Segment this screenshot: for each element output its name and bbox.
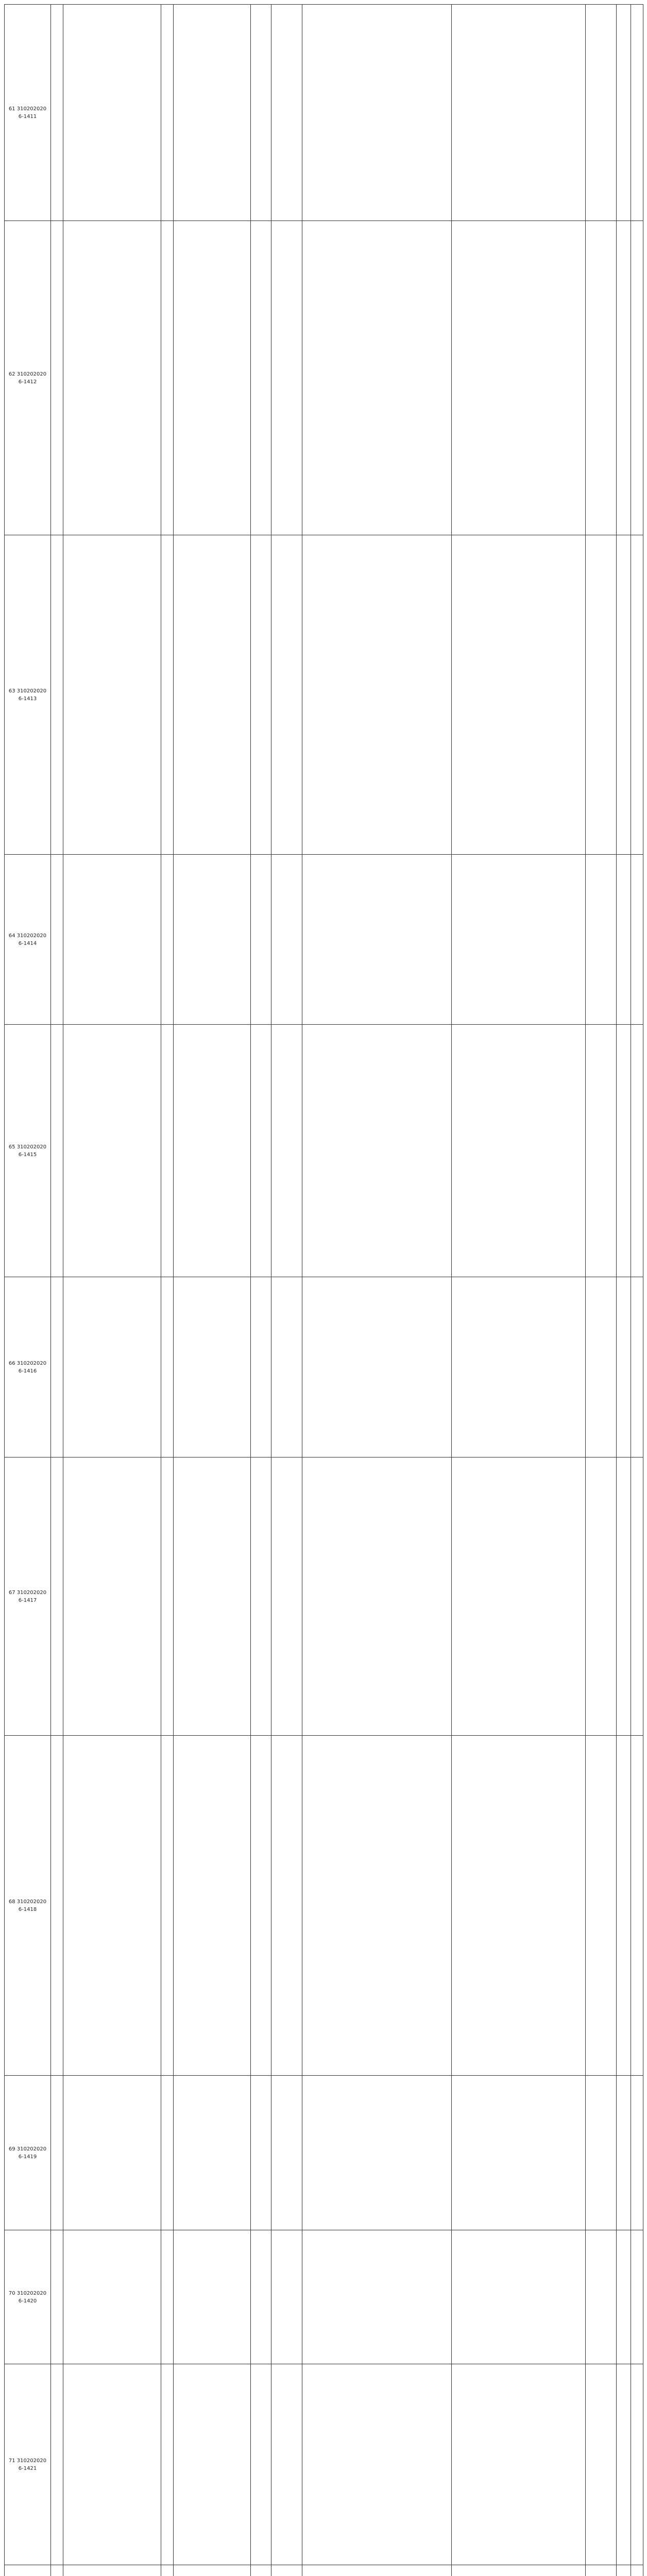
row-accountability (452, 5, 586, 221)
table-row (5, 1458, 643, 1736)
row-accountability (452, 855, 586, 1025)
row-district (51, 1025, 63, 1277)
row-handling (302, 221, 452, 535)
row-status (251, 2364, 271, 2565)
row-district (51, 5, 63, 221)
row-extra (586, 2565, 617, 2576)
row-flag (617, 2565, 631, 2576)
row-finding (174, 2230, 251, 2364)
row-status (251, 1277, 271, 1458)
row-status (251, 1025, 271, 1277)
row-extra (586, 1736, 617, 2076)
row-complaint (63, 855, 161, 1025)
row-handling (302, 2076, 452, 2230)
row-status (251, 2076, 271, 2230)
table-body (5, 5, 643, 2576)
row-respondent (161, 2364, 174, 2565)
table-row (5, 1025, 643, 1277)
row-flag (617, 1458, 631, 1736)
row-district (51, 2364, 63, 2565)
row-finding (174, 5, 251, 221)
row-respondent (161, 2565, 174, 2576)
row-complaint (63, 535, 161, 855)
row-extra (586, 2364, 617, 2565)
row-note (631, 855, 643, 1025)
row-handling (302, 1736, 452, 2076)
row-status (251, 1458, 271, 1736)
row-respondent (161, 221, 174, 535)
row-complaint (63, 221, 161, 535)
row-id-code: 67 3102020206-1417 (5, 1458, 51, 1736)
row-unit (271, 1025, 302, 1277)
row-accountability (452, 1277, 586, 1458)
row-finding (174, 2364, 251, 2565)
row-finding (174, 855, 251, 1025)
row-accountability (452, 535, 586, 855)
row-accountability (452, 1736, 586, 2076)
row-accountability (452, 2230, 586, 2364)
row-respondent (161, 1025, 174, 1277)
row-complaint (63, 1736, 161, 2076)
row-extra (586, 1458, 617, 1736)
row-district (51, 535, 63, 855)
row-note (631, 2230, 643, 2364)
row-unit (271, 2565, 302, 2576)
row-id-code: 62 3102020206-1412 (5, 221, 51, 535)
row-respondent (161, 5, 174, 221)
row-status (251, 1736, 271, 2076)
row-unit (271, 1736, 302, 2076)
row-extra (586, 1025, 617, 1277)
row-unit (271, 535, 302, 855)
row-extra (586, 221, 617, 535)
row-district (51, 1736, 63, 2076)
row-complaint (63, 2364, 161, 2565)
row-note (631, 221, 643, 535)
table-row (5, 2230, 643, 2364)
row-flag (617, 221, 631, 535)
row-status (251, 2565, 271, 2576)
table-row (5, 855, 643, 1025)
row-finding (174, 221, 251, 535)
row-accountability (452, 2565, 586, 2576)
row-handling (302, 5, 452, 221)
row-accountability (452, 221, 586, 535)
row-handling (302, 2565, 452, 2576)
row-unit (271, 855, 302, 1025)
row-flag (617, 2364, 631, 2565)
row-handling (302, 855, 452, 1025)
row-id-code (5, 2565, 51, 2576)
row-extra (586, 1277, 617, 1458)
row-flag (617, 2230, 631, 2364)
table-row (5, 535, 643, 855)
table-row (5, 1277, 643, 1458)
row-id-code: 71 3102020206-1421 (5, 2364, 51, 2565)
row-respondent (161, 855, 174, 1025)
row-finding (174, 1277, 251, 1458)
row-district (51, 855, 63, 1025)
complaint-table (4, 4, 643, 2576)
row-complaint (63, 2076, 161, 2230)
row-unit (271, 1277, 302, 1458)
row-flag (617, 2076, 631, 2230)
table-row (5, 2565, 643, 2576)
row-note (631, 1736, 643, 2076)
row-status (251, 2230, 271, 2364)
row-respondent (161, 1277, 174, 1458)
row-complaint (63, 1277, 161, 1458)
row-district (51, 221, 63, 535)
row-complaint (63, 2565, 161, 2576)
row-id-code: 63 3102020206-1413 (5, 535, 51, 855)
row-extra (586, 2230, 617, 2364)
table-row (5, 221, 643, 535)
row-complaint (63, 1025, 161, 1277)
row-id-code: 65 3102020206-1415 (5, 1025, 51, 1277)
row-status (251, 855, 271, 1025)
row-unit (271, 221, 302, 535)
row-respondent (161, 1458, 174, 1736)
row-complaint (63, 2230, 161, 2364)
row-handling (302, 2230, 452, 2364)
table-row (5, 5, 643, 221)
row-handling (302, 2364, 452, 2565)
row-unit (271, 2230, 302, 2364)
row-id-code: 68 3102020206-1418 (5, 1736, 51, 2076)
row-flag (617, 1025, 631, 1277)
row-accountability (452, 2364, 586, 2565)
table-row (5, 2076, 643, 2230)
row-status (251, 535, 271, 855)
row-respondent (161, 2230, 174, 2364)
row-accountability (452, 1458, 586, 1736)
row-handling (302, 1277, 452, 1458)
row-respondent (161, 535, 174, 855)
table-row (5, 1736, 643, 2076)
row-respondent (161, 2076, 174, 2230)
row-flag (617, 855, 631, 1025)
row-district (51, 2565, 63, 2576)
row-note (631, 5, 643, 221)
row-accountability (452, 2076, 586, 2230)
row-district (51, 1458, 63, 1736)
row-id-code: 70 3102020206-1420 (5, 2230, 51, 2364)
row-handling (302, 1458, 452, 1736)
row-accountability (452, 1025, 586, 1277)
row-extra (586, 535, 617, 855)
row-district (51, 2076, 63, 2230)
row-unit (271, 2364, 302, 2565)
row-note (631, 1458, 643, 1736)
row-unit (271, 1458, 302, 1736)
row-finding (174, 535, 251, 855)
row-note (631, 1025, 643, 1277)
row-note (631, 2076, 643, 2230)
row-id-code: 64 3102020206-1414 (5, 855, 51, 1025)
row-note (631, 2364, 643, 2565)
row-complaint (63, 5, 161, 221)
row-unit (271, 5, 302, 221)
row-flag (617, 1277, 631, 1458)
row-handling (302, 535, 452, 855)
row-finding (174, 1025, 251, 1277)
row-status (251, 221, 271, 535)
row-respondent (161, 1736, 174, 2076)
row-unit (271, 2076, 302, 2230)
row-flag (617, 1736, 631, 2076)
row-flag (617, 5, 631, 221)
row-finding (174, 2565, 251, 2576)
row-note (631, 535, 643, 855)
row-finding (174, 1458, 251, 1736)
row-finding (174, 1736, 251, 2076)
row-district (51, 2230, 63, 2364)
complaint-table-sheet (4, 4, 643, 2576)
row-note (631, 1277, 643, 1458)
row-extra (586, 5, 617, 221)
row-id-code: 61 3102020206-1411 (5, 5, 51, 221)
row-id-code: 66 3102020206-1416 (5, 1277, 51, 1458)
row-handling (302, 1025, 452, 1277)
row-id-code: 69 3102020206-1419 (5, 2076, 51, 2230)
row-extra (586, 2076, 617, 2230)
row-complaint (63, 1458, 161, 1736)
row-district (51, 1277, 63, 1458)
row-status (251, 5, 271, 221)
row-finding (174, 2076, 251, 2230)
row-extra (586, 855, 617, 1025)
row-note (631, 2565, 643, 2576)
table-row (5, 2364, 643, 2565)
row-flag (617, 535, 631, 855)
